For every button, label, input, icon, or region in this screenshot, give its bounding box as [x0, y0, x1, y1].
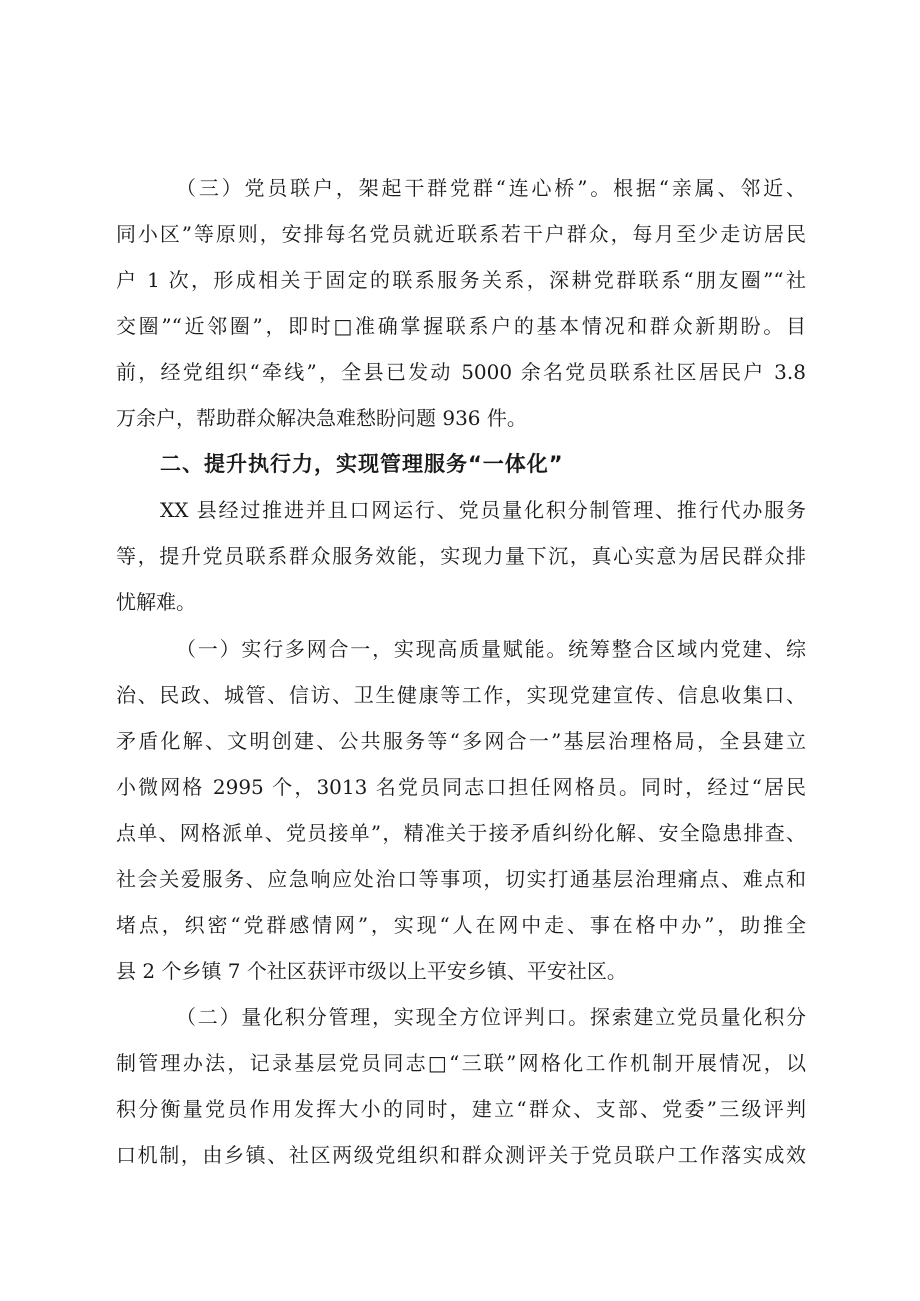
intro-line-1: XX 县经过推进并且口网运行、党员量化积分制管理、推行代办服务: [160, 498, 806, 522]
section-heading: 二、提升执行力，实现管理服务“一体化”: [160, 452, 564, 476]
paragraph-3-line-5: 前，经党组织“牵线”，全县已发动 5000 余名党员联系社区居民户 3.8: [116, 360, 806, 384]
paragraph-3-line-4: 交圈”“近邻圈”，即时□准确掌握联系户的基本情况和群众新期盼。目: [116, 314, 806, 338]
paragraph-2-line-3: 积分衡量党员作用发挥大小的同时，建立“群众、支部、党委”三级评判: [116, 1097, 806, 1121]
paragraph-1-line-1: （一）实行多网合一，实现高质量赋能。统筹整合区域内党建、综: [176, 637, 806, 661]
paragraph-1-line-6: 社会关爱服务、应急响应处治口等事项，切实打通基层治理痛点、难点和: [116, 867, 806, 891]
paragraph-3-line-1: （三）党员联户，架起干群党群“连心桥”。根据“亲属、邻近、: [176, 176, 806, 200]
paragraph-1-line-2: 治、民政、城管、信访、卫生健康等工作，实现党建宣传、信息收集口、: [116, 683, 806, 707]
paragraph-3-line-3: 户 1 次，形成相关于固定的联系服务关系，深耕党群联系“朋友圈”“社: [116, 268, 806, 292]
paragraph-1-line-4: 小微网格 2995 个，3013 名党员同志口担任网格员。同时，经过“居民: [116, 775, 806, 799]
intro-line-3: 忧解难。: [116, 590, 196, 614]
intro-line-2: 等，提升党员联系群众服务效能，实现力量下沉，真心实意为居民群众排: [116, 544, 806, 568]
paragraph-3-line-6: 万余户，帮助群众解决急难愁盼问题 936 件。: [116, 406, 527, 430]
paragraph-1-line-8: 县 2 个乡镇 7 个社区获评市级以上平安乡镇、平安社区。: [116, 959, 627, 983]
paragraph-2-line-4: 口机制，由乡镇、社区两级党组织和群众测评关于党员联户工作落实成效: [116, 1143, 806, 1167]
paragraph-2-line-2: 制管理办法，记录基层党员同志□“三联”网格化工作机制开展情况，以: [116, 1051, 806, 1075]
paragraph-3-line-2: 同小区”等原则，安排每名党员就近联系若干户群众，每月至少走访居民: [116, 222, 806, 246]
paragraph-1-line-5: 点单、网格派单、党员接单”，精准关于接矛盾纠纷化解、安全隐患排查、: [116, 821, 806, 845]
paragraph-1-line-7: 堵点，织密“党群感情网”，实现“人在网中走、事在格中办”，助推全: [116, 913, 806, 937]
paragraph-2-line-1: （二）量化积分管理，实现全方位评判口。探索建立党员量化积分: [176, 1005, 806, 1029]
paragraph-1-line-3: 矛盾化解、文明创建、公共服务等“多网合一”基层治理格局，全县建立: [116, 729, 806, 753]
